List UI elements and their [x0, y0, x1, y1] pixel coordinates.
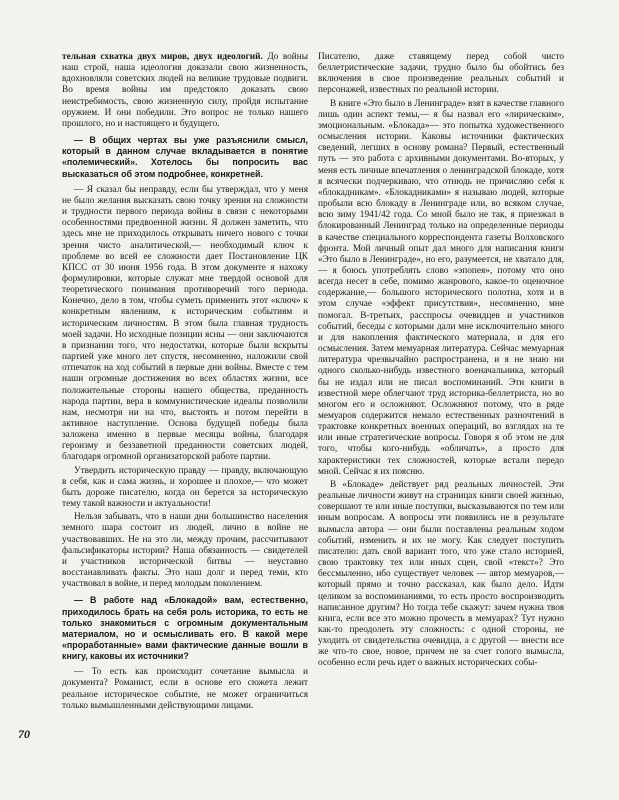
interviewer-question: — В работе над «Блокадой» вам, естественно, приходилось брать на себя роль историка, то есть не только знакомиться с огромным документальным материалом, но и осмысливать его. В какой мере «проработанные» вами фактические данные вошли в книгу, каковы их источники? — [62, 595, 308, 662]
paragraph: Утвердить историческую правду — правду, включающую в себя, как и сама жизнь, и хорошее и плохое,— что может быть дороже писателю, когда он берется за историческую тему такой важности и актуальности! — [62, 465, 308, 510]
page-number: 70 — [18, 727, 30, 741]
right-column — [318, 52, 564, 670]
bold-lead: тельная схватка двух миров, двух идеологий. — [62, 52, 263, 62]
interviewer-question: — В общих чертах вы уже разъяснили смысл, который в данном случае вкладывается в понятие «полемический». Хотелось бы попросить вас высказаться об этом подробнее, конкретней. — [62, 135, 308, 179]
left-column — [62, 52, 308, 712]
paragraph: В книге «Это было в Ленинграде» взят в качестве главного лишь один аспект темы,— я бы назвал его «лирическим», эмоциональным. «Блокада»— это попытка художественного осмысления истории. Каковы источники фактических сведений, легших в основу романа? Первый, естественный путь — это работа с архивными документами. Во-вторых, у меня есть личные впечатления о ленинградской блокаде, хотя я всячески подчеркиваю, что отнюдь не причисляю себя к «блокадникам». «Блокадниками» я называю людей, которые пробыли всю блокаду в Ленинграде или, во всяком случае, всю зиму 1941/42 года. Со мной было не так, я приезжал в блокированный Ленинград только на определенные периоды в качестве специального корреспондента газеты Волховского фронта. Мой личный опыт дал много для написания книги «Это было в Ленинграде», но его, разумеется, не хватало для,— я боюсь употреблять слово «эпопея», потому что оно всегда несет в себе, помимо жанрового, какое-то оценочное содержание,— большого исторического полотна, хотя и в этом случае «эффект присутствия», несомненно, мне помогал. В-третьих, расспросы очевидцев и участников событий, беседы с которыми дали мне исключительно много и для накопления фактического материала, и для его осмысления. Затем мемуарная литература. Сейчас мемуарная литература чрезвычайно распространена, и я не знаю ни одного сколько-нибудь известного военачальника, который бы не издал или не писал воспоминаний. Эти книги в известной мере облегчают труд историка-беллетриста, но во многом его и осложняют. Осложняют потому, что в ряде мемуаров содержится немало естественных разночтений в трактовке конкретных военных операций, во взглядах на те или иные стратегические вопросы. Говоря я об этом не для того, чтобы кого-нибудь «обличать», а просто для характеристики тех сложностей, которые встали передо мной. Сейчас я их поясню. — [318, 98, 564, 477]
paragraph — [62, 52, 308, 130]
paragraph: — То есть как происходит сочетание вымысла и документа? Романист, если в основе его сюжета лежит реальное историческое событие, не может ограничиться только вымышленными действующими лицами. — [62, 667, 308, 711]
paragraph: Писателю, даже ставящему перед собой чисто беллетристические задачи, трудно было бы обойтись без включения в свое произведение реальных событий и персонажей, известных по реальной истории. — [318, 52, 564, 96]
paragraph: — Я сказал бы неправду, если бы утверждал, что у меня не было желания высказать свою точку зрения на сложности и трудности первого периода войны в связи с некоторыми особенностями предвоенной жизни. Я должен заметить, что здесь мне не приходилось открывать ничего нового с точки зрения чисто аналитической,— необходимый ключ к проблеме во всей ее сложности дает Постановление ЦК КПСС от 30 июня 1956 года. В этом документе я нахожу формулировки, которые служат мне твердой основой для теоретического понимания противоречий того периода. Конечно, дело в том, чтобы суметь применить этот «ключ» к конкретным явлениям, к историческим событиям и историческим личностям. В этом была главная трудность моей задачи. Но исходные позиции ясны — они заключаются в признании того, что недостатки, которые были вскрыты партией уже много лет спустя, несомненно, наложили свой отпечаток на ход событий в первые дни войны. Вместе с тем наши огромные достижения во всех областях жизни, все положительные стороны нашего общества, преданность народа партии, вера в коммунистические идеалы позволили нам, несмотря ни на что, выстоять и потом перейти в активное наступление. Основа будущей победы была заложена именно в первые месяцы войны, благодаря героизму и беззаветной преданности советских людей, благодаря огромной организаторской работе партии. — [62, 184, 308, 463]
paragraph-text: До войны наш строй, наша идеология доказали свою жизненность, вдохновляли советских людей на великие трудовые подвиги. Во время войны им предстояло доказать свою неистребимость, свою жизненную силу, пройдя испытание оружием. И они победили. Это вопрос не только нашего прошлого, но и настоящего и будущего. — [62, 52, 309, 129]
paragraph: Нельзя забывать, что в наши дни большинство населения земного шара состоит из людей, лично в войне не участвовавших. Не на это ли, между прочим, рассчитывают фальсификаторы истории? Наша обязанность — свидетелей и участников исторической битвы — неуставно восстанавливать факты. Это наш долг и перед теми, кто участвовал в войне, и перед молодым поколением. — [62, 512, 308, 590]
paragraph: В «Блокаде» действует ряд реальных личностей. Эти реальные личности живут на страницах книги своей жизнью, совершают те или иные поступки, высказываются по тем или иным вопросам. А вопросы эти появились не в результате вымысла автора — они были поставлены реальным ходом событий, изменить и их не могу. Как следует поступить писателю: дать свой вариант того, что уже стало историей, свою трактовку тех или иных сцен, свой «текст»? Это бессмыленно, ибо существует человек — автор мемуаров,— который прямо и точно рассказал, как было дело. Идти целиком за воспоминаниями, то есть просто воспроизводить написанное другим? Но тогда тебе скажут: зачем нужна твоя книга, если все это можно прочесть в мемуарах? Тут нужно как-то преодолеть эту сложность: с одной стороны, не уходить от свидетельства очевидца, а с другой — внести все же что-то свое, новое, причем не за счет голого вымысла, особенно если речь идет о важных исторических собы- — [318, 479, 564, 669]
